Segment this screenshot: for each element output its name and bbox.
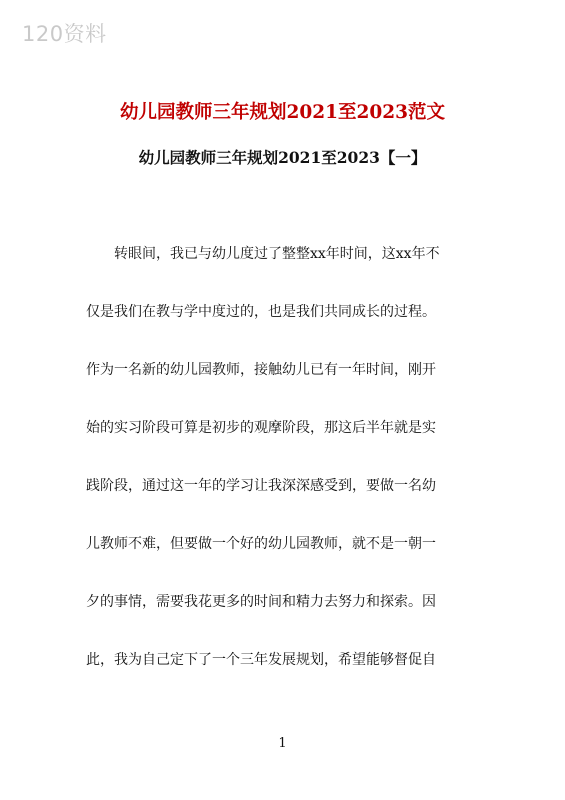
paragraph-line: 儿教师不难，但要做一个好的幼儿园教师，就不是一朝一 xyxy=(86,536,436,552)
document-title: 幼儿园教师三年规划2021至2023范文 xyxy=(120,102,445,123)
paragraph-line: 践阶段，通过这一年的学习让我深深感受到，要做一名幼 xyxy=(86,478,436,494)
paragraph-line: 作为一名新的幼儿园教师，接触幼儿已有一年时间，刚开 xyxy=(86,362,436,378)
paragraph-line: 夕的事情，需要我花更多的时间和精力去努力和探索。因 xyxy=(86,594,436,610)
paragraph-line: 转眼间，我已与幼儿度过了整整xx年时间，这xx年不 xyxy=(114,246,440,262)
paragraph-line: 此，我为自己定下了一个三年发展规划，希望能够督促自 xyxy=(86,652,436,668)
paragraph-line: 始的实习阶段可算是初步的观摩阶段，那这后半年就是实 xyxy=(86,420,436,436)
document-subtitle: 幼儿园教师三年规划2021至2023【一】 xyxy=(138,148,427,167)
paragraph-line: 仅是我们在教与学中度过的，也是我们共同成长的过程。 xyxy=(86,304,436,320)
page-number: 1 xyxy=(278,736,287,751)
watermark: 120资料 xyxy=(22,22,107,46)
